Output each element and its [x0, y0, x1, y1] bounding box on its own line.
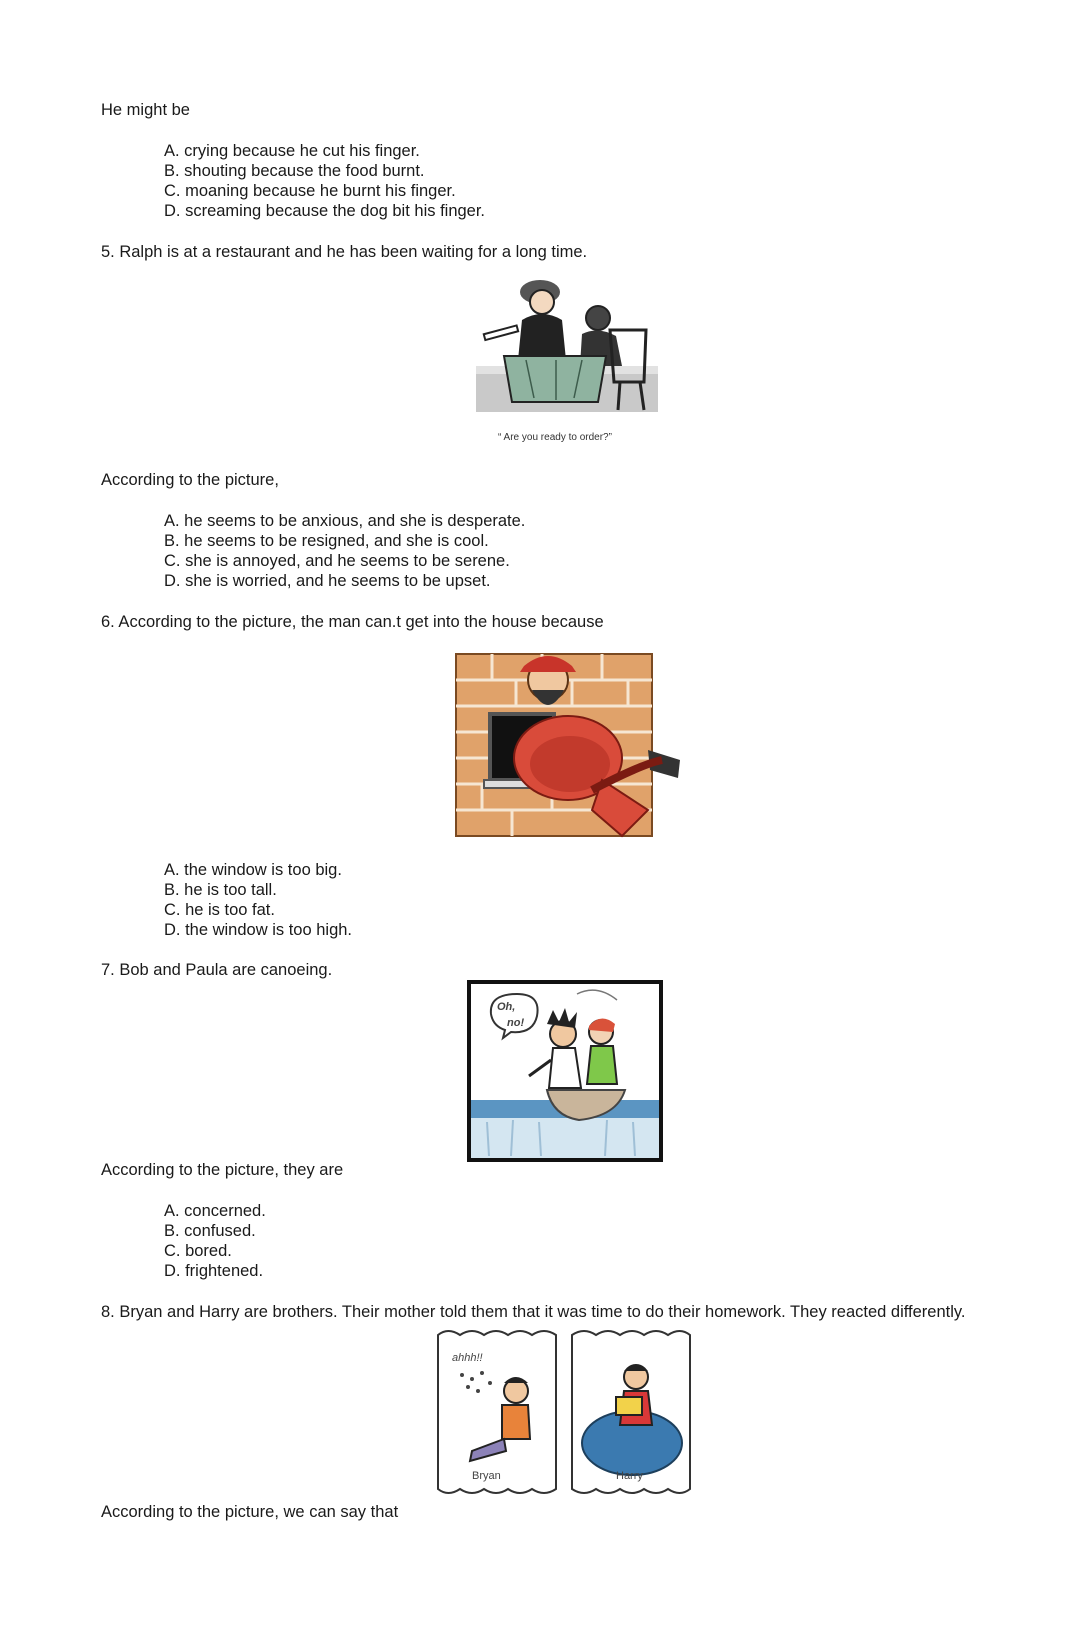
q7-option-a: A. concerned.	[164, 1202, 266, 1220]
q5-prompt: According to the picture,	[101, 471, 279, 489]
q4-option-a: A. crying because he cut his finger.	[164, 142, 420, 160]
man-in-window-illustration	[452, 640, 692, 840]
q8-question: 8. Bryan and Harry are brothers. Their mother told them that it was time to do their homework. They reacted differently.	[101, 1303, 966, 1321]
bubble-oh: Oh,	[497, 1001, 516, 1013]
q4-option-c: C. moaning because he burnt his finger.	[164, 182, 456, 200]
q5-question: 5. Ralph is at a restaurant and he has been waiting for a long time.	[101, 243, 588, 261]
restaurant-illustration	[470, 270, 666, 450]
q7-option-b: B. confused.	[164, 1222, 256, 1240]
q6-option-a: A. the window is too big.	[164, 861, 342, 879]
bubble-no: no!	[507, 1017, 525, 1029]
q7-prompt: According to the picture, they are	[101, 1161, 344, 1179]
q4-option-b: B. shouting because the food burnt.	[164, 162, 425, 180]
q6-question: 6. According to the picture, the man can.t get into the house because	[101, 613, 604, 631]
q5-option-d: D. she is worried, and he seems to be upset.	[164, 572, 491, 590]
q7-option-d: D. frightened.	[164, 1262, 264, 1280]
bryan-label: Bryan	[472, 1470, 501, 1482]
q5-option-c: C. she is annoyed, and he seems to be serene.	[164, 552, 510, 570]
q5-option-a: A. he seems to be anxious, and she is desperate.	[164, 512, 526, 530]
q6-option-b: B. he is too tall.	[164, 881, 277, 899]
q7-option-c: C. bored.	[164, 1242, 232, 1260]
bryan-bubble: ahhh!!	[452, 1352, 483, 1364]
q5-option-b: B. he seems to be resigned, and she is cool.	[164, 532, 489, 550]
q6-option-d: D. the window is too high.	[164, 921, 353, 939]
harry-label: Harry	[616, 1470, 643, 1482]
q7-question: 7. Bob and Paula are canoeing.	[101, 961, 333, 979]
q4-prompt: He might be	[101, 101, 190, 119]
q4-option-d: D. screaming because the dog bit his finger.	[164, 202, 486, 220]
brothers-illustration	[432, 1325, 696, 1497]
restaurant-caption: “ Are you ready to order?”	[498, 432, 612, 443]
q6-option-c: C. he is too fat.	[164, 901, 275, 919]
canoe-illustration	[467, 980, 663, 1162]
q8-prompt: According to the picture, we can say that	[101, 1503, 399, 1521]
